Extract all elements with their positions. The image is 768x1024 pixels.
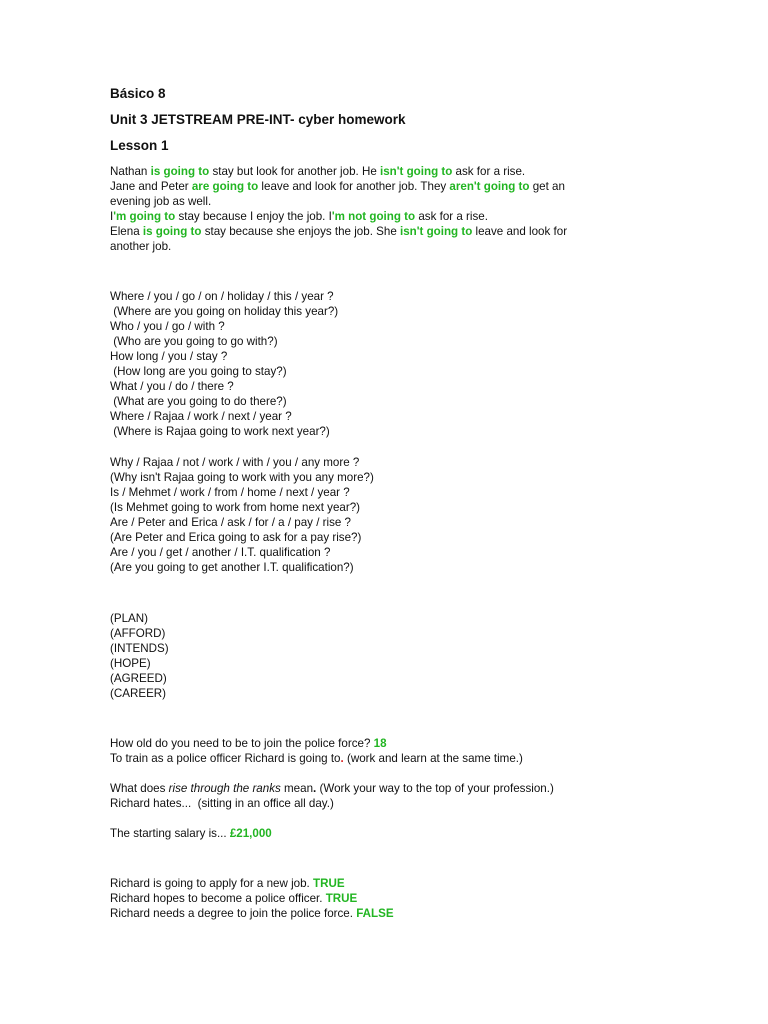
ex4-word: (AGREED)	[110, 672, 167, 685]
answer: (Work your way to the top of your profession.)	[316, 782, 554, 795]
answer: £21,000	[229, 827, 272, 840]
ex2-line: (What are you going to do there?)	[110, 395, 287, 408]
ex2-line: (Where are you going on holiday this year?)	[110, 305, 339, 318]
ex3-line: Why / Rajaa / not / work / with / you / any more ?	[110, 456, 360, 469]
ex3-line: (Are Peter and Erica going to ask for a pay rise?)	[110, 531, 362, 544]
ex1-line: another job.	[110, 240, 172, 253]
ex3-line: (Are you going to get another I.T. qualification?)	[110, 561, 354, 574]
ex2-line: (Where is Rajaa going to work next year?)	[110, 425, 330, 438]
ex6-line	[110, 906, 630, 921]
exercise-6	[110, 876, 630, 921]
question: To train as a police officer Richard is going to	[110, 752, 341, 765]
text: I	[110, 210, 114, 223]
dot: .	[313, 782, 317, 795]
text: leave and look for	[472, 225, 568, 238]
spacer	[110, 811, 630, 826]
ex1-line	[110, 164, 630, 179]
ex3-line: Are / you / get / another / I.T. qualification ?	[110, 546, 331, 559]
exercise-5	[110, 736, 630, 841]
dot: .	[340, 752, 344, 765]
ex4-word: (AFFORD)	[110, 627, 166, 640]
question: mean	[280, 782, 314, 795]
ex3-line: (Why isn't Rajaa going to work with you any more?)	[110, 471, 374, 484]
level-title: Básico 8	[110, 86, 166, 101]
text: stay but look for another job. He	[209, 165, 381, 178]
answer: 18	[373, 737, 387, 750]
answer: TRUE	[325, 892, 358, 905]
text: Jane and Peter	[110, 180, 192, 193]
text: stay because she enjoys the job. She	[201, 225, 400, 238]
statement: Richard is going to apply for a new job.	[110, 877, 314, 890]
ex5-line	[110, 781, 630, 796]
ex2-line: (Who are you going to go with?)	[110, 335, 278, 348]
text: Elena	[110, 225, 143, 238]
ex1-line	[110, 179, 630, 194]
answer: aren't going to	[449, 180, 530, 193]
answer: isn't going to	[400, 225, 473, 238]
question: What does	[110, 782, 169, 795]
text: leave and look for another job. They	[258, 180, 450, 193]
statement: Richard hopes to become a police officer.	[110, 892, 326, 905]
ex2-line: Where / you / go / on / holiday / this / year ?	[110, 290, 334, 303]
phrase: rise through the ranks	[168, 782, 281, 795]
spacer	[110, 766, 630, 781]
ex1-line	[110, 209, 630, 224]
ex1-line	[110, 224, 630, 239]
answer: 'm going to	[113, 210, 176, 223]
text: stay because I enjoy the job. I	[175, 210, 332, 223]
ex1-line: evening job as well.	[110, 195, 212, 208]
ex4-word: (HOPE)	[110, 657, 151, 670]
answer: TRUE	[313, 877, 345, 890]
ex6-line	[110, 891, 630, 906]
question: How old do you need to be to join the police force?	[110, 737, 374, 750]
answer: are going to	[191, 180, 259, 193]
ex5-line	[110, 826, 630, 841]
unit-title: Unit 3 JETSTREAM PRE-INT- cyber homework	[110, 112, 406, 127]
ex5-line	[110, 736, 630, 751]
ex2-line: Who / you / go / with ?	[110, 320, 225, 333]
exercise-3	[110, 455, 630, 575]
answer: 'm not going to	[331, 210, 416, 223]
text: ask for a rise.	[452, 165, 526, 178]
ex2-line: Where / Rajaa / work / next / year ?	[110, 410, 292, 423]
ex4-word: (PLAN)	[110, 612, 149, 625]
answer: (work and learn at the same time.)	[343, 752, 523, 765]
exercise-1	[110, 164, 630, 254]
text: Nathan	[110, 165, 151, 178]
ex2-line: (How long are you going to stay?)	[110, 365, 287, 378]
answer: is going to	[150, 165, 210, 178]
ex4-word: (INTENDS)	[110, 642, 169, 655]
question: The starting salary is...	[110, 827, 230, 840]
answer: is going to	[142, 225, 202, 238]
ex5-line: Richard hates... (sitting in an office all day.)	[110, 797, 334, 810]
ex3-line: (Is Mehmet going to work from home next year?)	[110, 501, 361, 514]
ex2-line: What / you / do / there ?	[110, 380, 234, 393]
ex5-line	[110, 751, 630, 766]
answer: FALSE	[356, 907, 394, 920]
ex2-line: How long / you / stay ?	[110, 350, 228, 363]
lesson-title: Lesson 1	[110, 138, 169, 153]
ex3-line: Are / Peter and Erica / ask / for / a / pay / rise ?	[110, 516, 351, 529]
text: get an	[529, 180, 565, 193]
answer: isn't going to	[380, 165, 453, 178]
ex6-line	[110, 876, 630, 891]
ex4-word: (CAREER)	[110, 687, 167, 700]
ex3-line: Is / Mehmet / work / from / home / next / year ?	[110, 486, 350, 499]
exercise-4	[110, 611, 630, 701]
exercise-2	[110, 289, 630, 439]
text: ask for a rise.	[415, 210, 488, 223]
statement: Richard needs a degree to join the police force.	[110, 907, 357, 920]
